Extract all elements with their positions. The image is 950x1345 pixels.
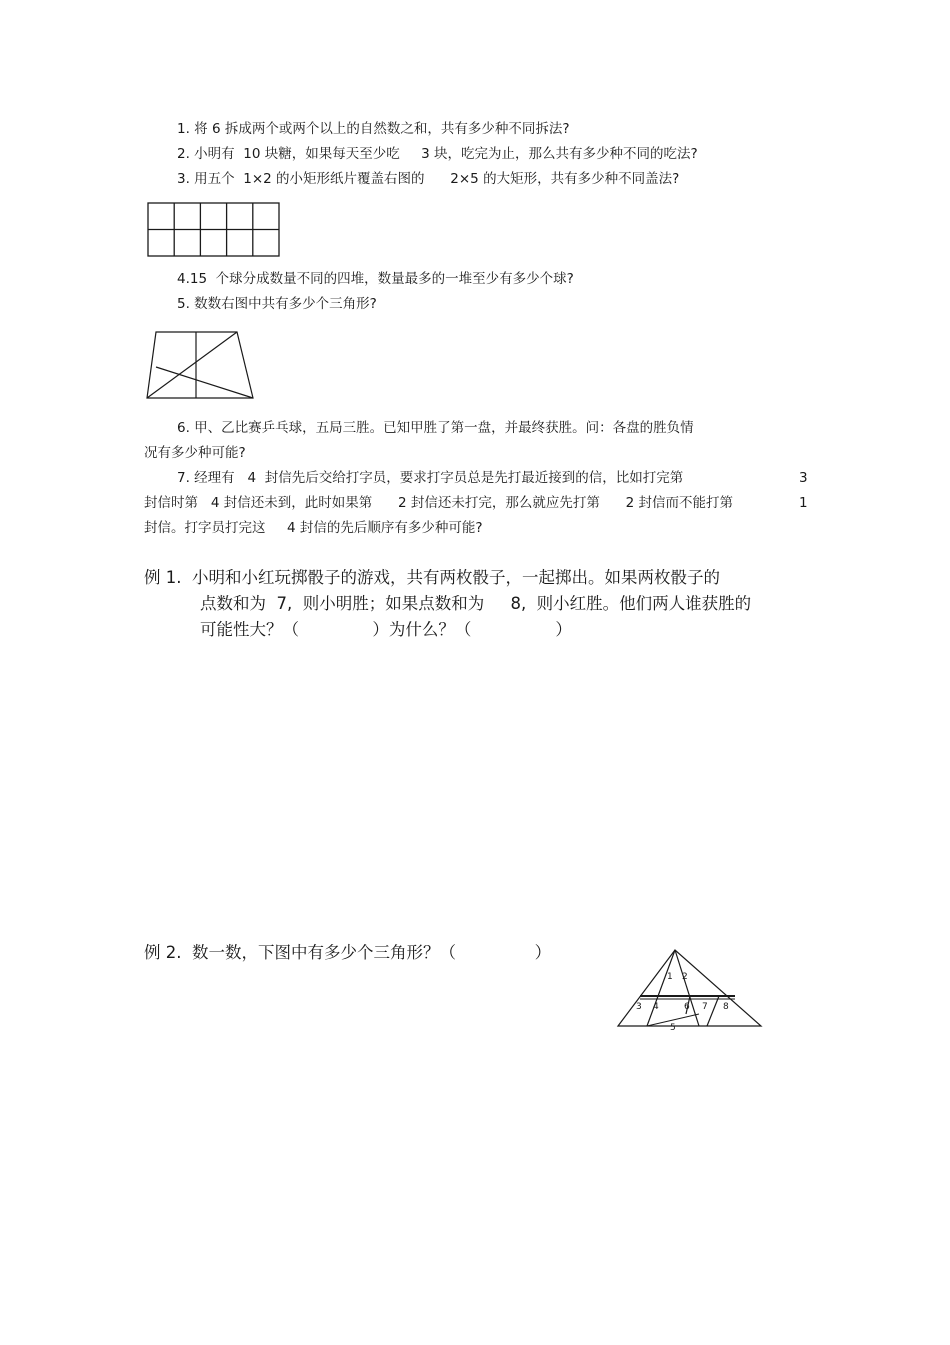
triangle-label-3: 3 <box>636 1002 642 1012</box>
triangle-label-2: 2 <box>682 972 688 982</box>
triangle-count-figure <box>615 948 765 1034</box>
triangle-label-4: 4 <box>653 1002 659 1012</box>
problem-6-line-1: 6. 甲、乙比赛乒乓球，五局三胜。已知甲胜了第一盘，并最终获胜。问：各盘的胜负情 <box>177 420 694 436</box>
grid-2x5-figure <box>147 202 281 258</box>
triangle-label-5: 5 <box>670 1023 676 1033</box>
problem-7-line-2: 封信时第 4 封信还未到，此时如果第 2 封信还未打完，那么就应先打第 2 封信而不能打第 <box>144 495 734 511</box>
example-1-line-2: 点数和为 7, 则小明胜；如果点数和为 8, 则小红胜。他们两人谁获胜的 <box>200 594 752 613</box>
problem-6-line-2: 况有多少种可能? <box>144 445 246 461</box>
triangle-label-6: 6 <box>684 1002 690 1012</box>
problem-7-line-3: 封信。打字员打完这 4 封信的先后顺序有多少种可能? <box>144 520 483 536</box>
problem-7-line-2-number: 1 <box>799 495 808 511</box>
triangle-label-7: 7 <box>702 1002 708 1012</box>
problem-5: 5. 数数右图中共有多少个三角形? <box>177 296 377 312</box>
problem-7-line-1-number: 3 <box>799 470 808 486</box>
trapezoid-figure <box>145 330 255 402</box>
problem-2: 2. 小明有 10 块糖，如果每天至少吃 3 块，吃完为止，那么共有多少种不同的吃法? <box>177 146 698 162</box>
example-1-line-3: 可能性大？（ ）为什么？（ ） <box>200 620 572 639</box>
problem-1: 1. 将 6 拆成两个或两个以上的自然数之和，共有多少种不同拆法? <box>177 121 570 137</box>
problem-3: 3. 用五个 1×2 的小矩形纸片覆盖右图的 2×5 的大矩形，共有多少种不同盖法? <box>177 171 680 187</box>
problem-7-line-1: 7. 经理有 4 封信先后交给打字员，要求打字员总是先打最近接到的信，比如打完第 <box>177 470 684 486</box>
example-1-line-1: 例 1. 小明和小红玩掷骰子的游戏，共有两枚骰子，一起掷出。如果两枚骰子的 <box>144 568 720 587</box>
triangle-label-8: 8 <box>723 1002 729 1012</box>
problem-4: 4.15 个球分成数量不同的四堆，数量最多的一堆至少有多少个球? <box>177 271 574 287</box>
triangle-label-1: 1 <box>667 972 673 982</box>
example-2-line-1: 例 2. 数一数，下图中有多少个三角形？（ ） <box>144 943 552 962</box>
